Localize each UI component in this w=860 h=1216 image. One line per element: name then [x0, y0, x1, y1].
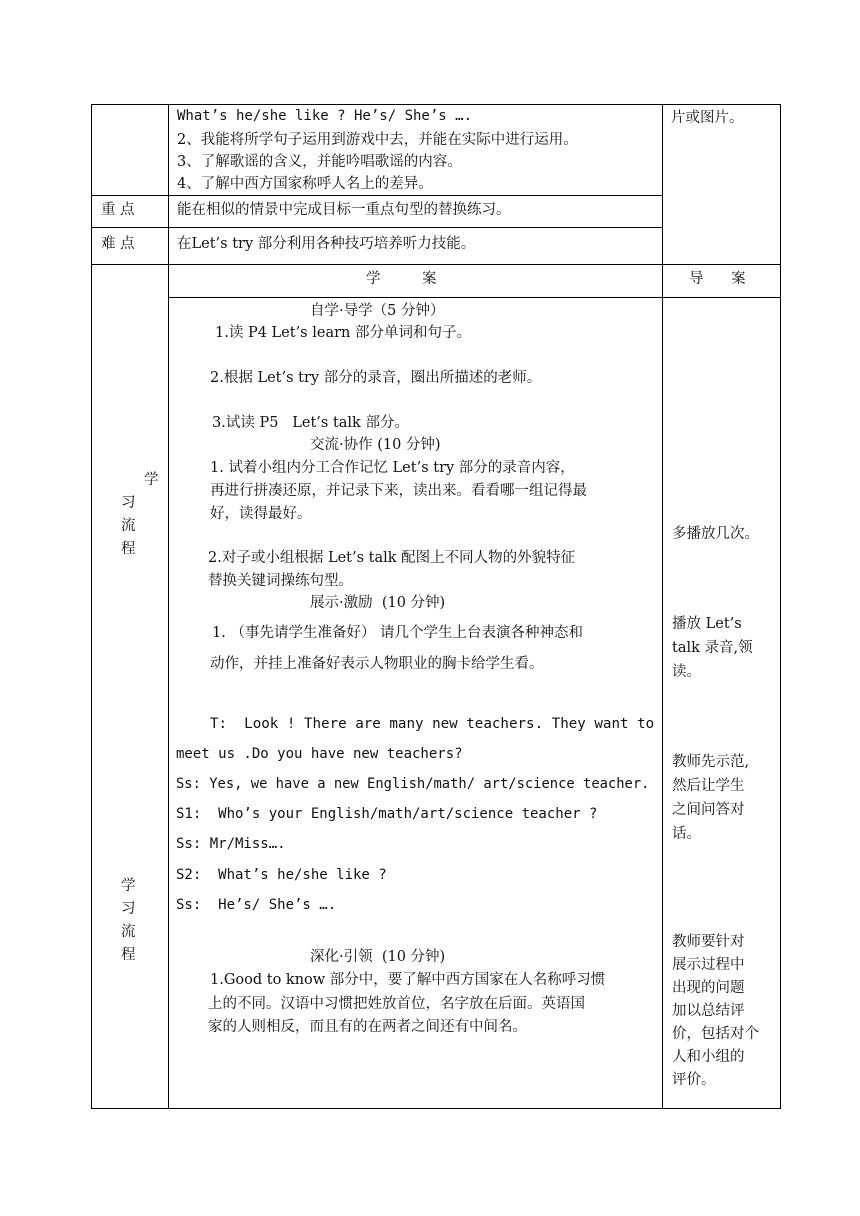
- dialogue-line-2: meet us .Do you have new teachers?: [176, 746, 463, 762]
- table-border-right: [780, 104, 781, 1109]
- stage1-item-2: 2.根据 Let’s try 部分的录音，圈出所描述的老师。: [210, 370, 542, 386]
- dialogue-line-5: Ss: Mr/Miss….: [176, 836, 286, 852]
- left-label-top-4: 程: [121, 541, 136, 557]
- left-label-bottom-4: 程: [121, 947, 136, 963]
- guide-note-4-line4: 加以总结评: [672, 1003, 745, 1019]
- difficulty-label: 难 点: [101, 236, 135, 252]
- stage2-item2-line2: 替换关键词操练句型。: [208, 573, 353, 589]
- difficulty-text: 在Let’s try 部分利用各种技巧培养听力技能。: [177, 236, 476, 252]
- stage4-item1-line3: 家的人则相反，而且有的在两者之间还有中间名。: [208, 1019, 527, 1035]
- key-point-text: 能在相似的情景中完成目标一重点句型的替换练习。: [177, 202, 511, 218]
- guide-note-4-line5: 价，包括对个: [672, 1026, 759, 1042]
- left-label-bottom-1: 学: [121, 878, 136, 894]
- header-study-plan: 学 案: [366, 271, 437, 287]
- stage3-title: 展示·激励 (10 分钟): [310, 595, 446, 611]
- left-label-bottom-3: 流: [121, 924, 136, 940]
- row-divider-header: [168, 297, 781, 298]
- header-guide-plan: 导 案: [689, 271, 746, 287]
- table-border-top: [91, 104, 781, 105]
- col-divider-left: [168, 104, 169, 264]
- dialogue-line-1: T: Look ! There are many new teachers. They want to: [210, 716, 655, 732]
- guide-note-3-line2: 然后让学生: [672, 778, 745, 794]
- stage2-item1-line2: 再进行拼凑还原，并记录下来，读出来。看看哪一组记得最: [210, 483, 587, 499]
- guide-note-4-line3: 出现的问题: [672, 980, 745, 996]
- stage2-title: 交流·协作 (10 分钟): [310, 437, 441, 453]
- objective-line-1: What’s he/she like ? He’s/ She’s ….: [177, 108, 473, 124]
- left-label-bottom-2: 习: [121, 901, 136, 917]
- stage4-item1-line2: 上的不同。汉语中习惯把姓放首位，名字放在后面。英语国: [208, 996, 585, 1012]
- right-note: 片或图片。: [671, 110, 744, 126]
- guide-note-4-line1: 教师要针对: [672, 934, 745, 950]
- stage1-title: 自学·导学（5 分钟）: [310, 303, 445, 319]
- guide-note-2-line2: talk 录音,领: [672, 640, 753, 656]
- dialogue-line-3: Ss: Yes, we have a new English/math/ art/science teacher.: [176, 776, 650, 792]
- objective-line-3: 3、了解歌谣的含义，并能吟唱歌谣的内容。: [177, 154, 462, 170]
- guide-note-2-line3: 读。: [672, 664, 701, 680]
- guide-note-3-line1: 教师先示范,: [672, 754, 750, 770]
- guide-note-3-line4: 话。: [672, 826, 701, 842]
- stage2-item1-line1: 1. 试着小组内分工合作记忆 Let’s try 部分的录音内容，: [210, 460, 575, 476]
- guide-note-1: 多播放几次。: [672, 526, 759, 542]
- col-divider-left-lower: [168, 264, 169, 1109]
- dialogue-line-7: Ss: He’s/ She’s ….: [176, 897, 337, 913]
- col-divider-right: [662, 104, 663, 1109]
- dialogue-line-4: S1: Who’s your English/math/art/science teacher ?: [176, 806, 598, 822]
- stage4-item1-line1: 1.Good to know 部分中，要了解中西方国家在人名称呼习惯: [210, 972, 606, 988]
- stage3-item1-line1: 1. （事先请学生准备好） 请几个学生上台表演各种神态和: [212, 625, 584, 641]
- guide-note-2-line1: 播放 Let’s: [672, 616, 742, 632]
- guide-note-4-line7: 评价。: [672, 1072, 716, 1088]
- objective-line-2: 2、我能将所学句子运用到游戏中去，并能在实际中进行运用。: [177, 132, 578, 148]
- row-divider-difficulty: [91, 227, 663, 228]
- stage4-title: 深化·引领 (10 分钟): [310, 949, 446, 965]
- stage1-item-3: 3.试读 P5 Let’s talk 部分。: [212, 415, 409, 431]
- dialogue-line-6: S2: What’s he/she like ?: [176, 867, 387, 883]
- guide-note-4-line2: 展示过程中: [672, 957, 745, 973]
- stage2-item1-line3: 好，读得最好。: [210, 506, 312, 522]
- stage2-item2-line1: 2.对子或小组根据 Let’s talk 配图上不同人物的外貌特征: [208, 550, 576, 566]
- row-divider-process: [91, 264, 781, 265]
- stage3-item1-line2: 动作，并挂上准备好表示人物职业的胸卡给学生看。: [210, 656, 544, 672]
- key-point-label: 重 点: [101, 202, 135, 218]
- table-border-bottom: [91, 1108, 781, 1109]
- left-label-top-2: 习: [121, 495, 136, 511]
- guide-note-4-line6: 人和小组的: [672, 1049, 745, 1065]
- table-border-left: [91, 104, 92, 1109]
- guide-note-3-line3: 之间问答对: [672, 802, 745, 818]
- left-label-top-3: 流: [121, 518, 136, 534]
- left-label-top-1: 学: [144, 472, 159, 488]
- stage1-item-1: 1.读 P4 Let’s learn 部分单词和句子。: [215, 325, 471, 341]
- row-divider-keypoint: [91, 195, 663, 196]
- objective-line-4: 4、了解中西方国家称呼人名上的差异。: [177, 176, 433, 192]
